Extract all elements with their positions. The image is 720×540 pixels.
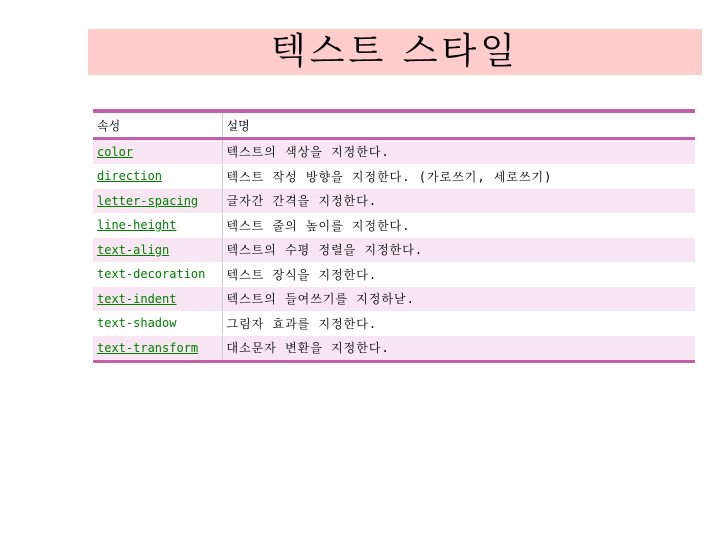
property-cell — [93, 287, 222, 312]
property-cell — [93, 238, 222, 263]
property-link[interactable]: letter-spacing — [97, 193, 199, 208]
description-cell: 대소문자 변환을 지정한다. — [222, 336, 695, 362]
description-cell: 텍스트 줄의 높이를 지정한다. — [222, 213, 695, 238]
description-cell: 텍스트의 색상을 지정한다. — [222, 139, 695, 165]
property-cell — [93, 311, 222, 336]
table-row — [93, 139, 695, 165]
property-cell — [93, 164, 222, 189]
description-cell: 그림자 효과를 지정한다. — [222, 311, 695, 336]
description-cell: 텍스트의 수평 정렬을 지정한다. — [222, 238, 695, 263]
header-description: 설명 — [222, 111, 695, 139]
property-cell — [93, 262, 222, 287]
table-header-row — [93, 111, 695, 139]
description-cell: 글자간 간격을 지정한다. — [222, 189, 695, 214]
page-title: 텍스트 스타일 — [270, 31, 520, 72]
property-cell — [93, 336, 222, 362]
property-text: text-decoration — [97, 267, 206, 282]
table-row — [93, 238, 695, 263]
property-text: text-shadow — [97, 316, 177, 331]
property-table — [93, 109, 695, 363]
title-banner — [88, 29, 702, 75]
table-row — [93, 336, 695, 362]
table-row — [93, 213, 695, 238]
table-row — [93, 164, 695, 189]
property-link[interactable]: direction — [97, 169, 163, 184]
description-cell: 텍스트의 들여쓰기를 지정하낟. — [222, 287, 695, 312]
table-row — [93, 189, 695, 214]
property-link[interactable]: text-align — [97, 242, 170, 257]
property-cell — [93, 213, 222, 238]
property-link[interactable]: color — [97, 144, 134, 159]
property-cell — [93, 139, 222, 165]
property-link[interactable]: line-height — [97, 218, 177, 233]
property-link[interactable]: text-transform — [97, 340, 199, 355]
description-cell: 텍스트 작성 방향을 지정한다. (가로쓰기, 세로쓰기) — [222, 164, 695, 189]
table-row — [93, 262, 695, 287]
property-cell — [93, 189, 222, 214]
table-row — [93, 311, 695, 336]
description-cell: 텍스트 장식을 지정한다. — [222, 262, 695, 287]
header-property: 속성 — [93, 111, 222, 139]
table-row — [93, 287, 695, 312]
property-link[interactable]: text-indent — [97, 291, 177, 306]
